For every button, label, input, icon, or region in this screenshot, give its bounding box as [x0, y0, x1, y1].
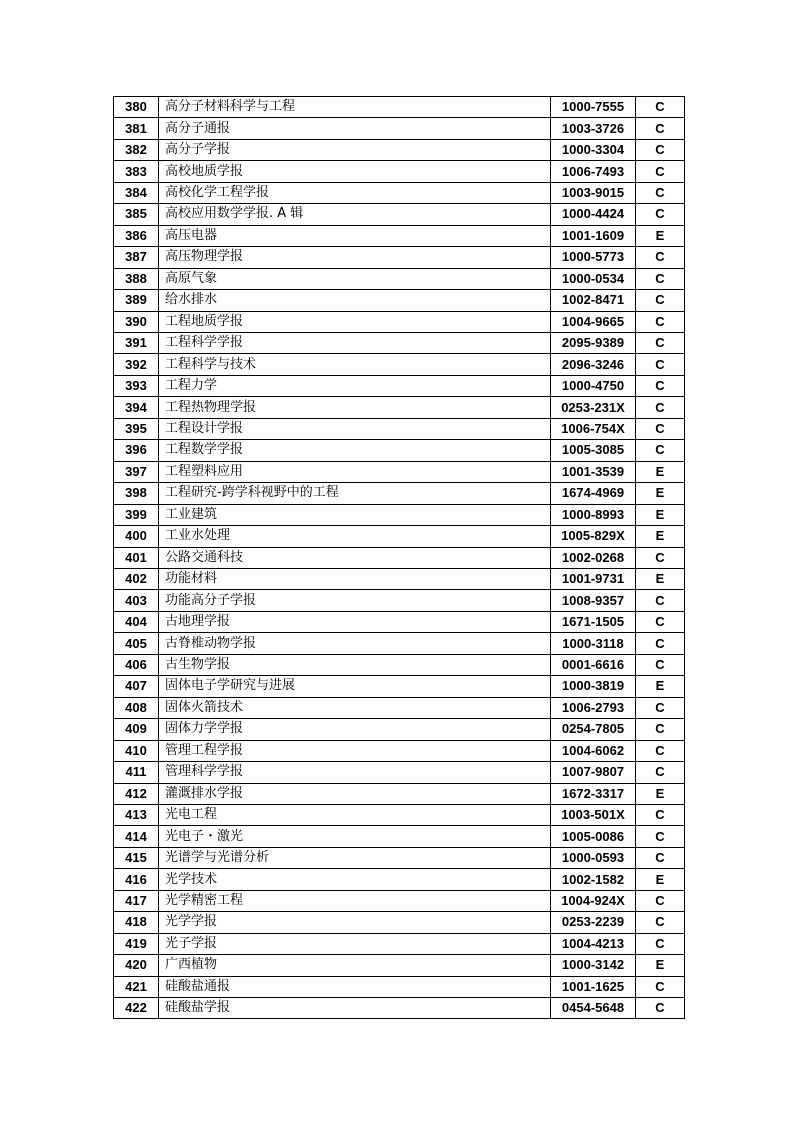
- journal-grade: E: [636, 504, 685, 525]
- journal-issn: 1671-1505: [551, 611, 636, 632]
- journal-grade: E: [636, 461, 685, 482]
- row-number: 383: [114, 161, 159, 182]
- journal-grade: E: [636, 869, 685, 890]
- row-number: 407: [114, 676, 159, 697]
- row-number: 398: [114, 483, 159, 504]
- row-number: 402: [114, 568, 159, 589]
- journal-name: 高分子通报: [159, 118, 551, 139]
- table-row: [114, 611, 685, 632]
- journal-name: 工业水处理: [159, 526, 551, 547]
- row-number: 412: [114, 783, 159, 804]
- journal-grade: E: [636, 526, 685, 547]
- journal-issn: 0454-5648: [551, 998, 636, 1019]
- journal-issn: 1003-9015: [551, 182, 636, 203]
- journal-name: 给水排水: [159, 290, 551, 311]
- row-number: 406: [114, 654, 159, 675]
- row-number: 382: [114, 139, 159, 160]
- journal-name: 固体力学学报: [159, 719, 551, 740]
- journal-grade: E: [636, 955, 685, 976]
- journal-issn: 1001-9731: [551, 568, 636, 589]
- journal-issn: 1000-0593: [551, 847, 636, 868]
- journal-name: 工程科学学报: [159, 332, 551, 353]
- journal-grade: C: [636, 611, 685, 632]
- row-number: 410: [114, 740, 159, 761]
- journal-name: 古生物学报: [159, 654, 551, 675]
- table-row: [114, 247, 685, 268]
- table-row: [114, 504, 685, 525]
- journal-name: 硅酸盐学报: [159, 998, 551, 1019]
- table-row: [114, 590, 685, 611]
- journal-grade: C: [636, 654, 685, 675]
- journal-grade: E: [636, 676, 685, 697]
- journal-grade: C: [636, 161, 685, 182]
- journal-grade: C: [636, 976, 685, 997]
- journal-grade: C: [636, 97, 685, 118]
- journal-grade: C: [636, 547, 685, 568]
- row-number: 414: [114, 826, 159, 847]
- journal-name: 功能高分子学报: [159, 590, 551, 611]
- journal-grade: C: [636, 804, 685, 825]
- table-row: [114, 826, 685, 847]
- journal-grade: C: [636, 762, 685, 783]
- journal-name: 管理工程学报: [159, 740, 551, 761]
- journal-grade: E: [636, 783, 685, 804]
- journal-issn: 1000-3118: [551, 633, 636, 654]
- journal-issn: 1006-2793: [551, 697, 636, 718]
- journal-grade: C: [636, 139, 685, 160]
- row-number: 400: [114, 526, 159, 547]
- journal-issn: 1674-4969: [551, 483, 636, 504]
- journal-issn: 1000-5773: [551, 247, 636, 268]
- journal-name: 高分子材料科学与工程: [159, 97, 551, 118]
- journal-grade: E: [636, 568, 685, 589]
- journal-grade: C: [636, 354, 685, 375]
- journal-name: 高校地质学报: [159, 161, 551, 182]
- row-number: 418: [114, 912, 159, 933]
- journal-name: 光电子・激光: [159, 826, 551, 847]
- journal-name: 高分子学报: [159, 139, 551, 160]
- table-row: [114, 440, 685, 461]
- table-row: [114, 354, 685, 375]
- journal-grade: C: [636, 332, 685, 353]
- row-number: 420: [114, 955, 159, 976]
- table-row: [114, 998, 685, 1019]
- row-number: 411: [114, 762, 159, 783]
- journal-issn: 1004-4213: [551, 933, 636, 954]
- table-row: [114, 633, 685, 654]
- row-number: 413: [114, 804, 159, 825]
- journal-grade: E: [636, 483, 685, 504]
- row-number: 416: [114, 869, 159, 890]
- journal-grade: C: [636, 590, 685, 611]
- journal-issn: 1005-829X: [551, 526, 636, 547]
- journal-issn: 1003-501X: [551, 804, 636, 825]
- row-number: 385: [114, 204, 159, 225]
- table-row: [114, 547, 685, 568]
- table-row: [114, 912, 685, 933]
- table-row: [114, 483, 685, 504]
- journal-issn: 1008-9357: [551, 590, 636, 611]
- table-row: [114, 955, 685, 976]
- journal-issn: 2095-9389: [551, 332, 636, 353]
- journal-issn: 1001-1625: [551, 976, 636, 997]
- row-number: 395: [114, 418, 159, 439]
- table-row: [114, 204, 685, 225]
- journal-issn: 1003-3726: [551, 118, 636, 139]
- journal-name: 固体火箭技术: [159, 697, 551, 718]
- journal-grade: E: [636, 225, 685, 246]
- journal-issn: 1000-4750: [551, 375, 636, 396]
- journal-grade: C: [636, 247, 685, 268]
- journal-name: 公路交通科技: [159, 547, 551, 568]
- journal-grade: C: [636, 311, 685, 332]
- journal-name: 工程设计学报: [159, 418, 551, 439]
- journal-grade: C: [636, 933, 685, 954]
- journal-name: 工程热物理学报: [159, 397, 551, 418]
- journal-name: 硅酸盐通报: [159, 976, 551, 997]
- table-row: [114, 847, 685, 868]
- row-number: 421: [114, 976, 159, 997]
- journal-name: 光学技术: [159, 869, 551, 890]
- table-row: [114, 332, 685, 353]
- journal-issn: 1001-3539: [551, 461, 636, 482]
- journal-grade: C: [636, 375, 685, 396]
- table-row: [114, 225, 685, 246]
- journal-issn: 1000-3142: [551, 955, 636, 976]
- journal-grade: C: [636, 290, 685, 311]
- table-row: [114, 783, 685, 804]
- table-row: [114, 375, 685, 396]
- journal-grade: C: [636, 998, 685, 1019]
- table-row: [114, 568, 685, 589]
- table-row: [114, 933, 685, 954]
- journal-issn: 1002-1582: [551, 869, 636, 890]
- table-row: [114, 268, 685, 289]
- row-number: 403: [114, 590, 159, 611]
- table-row: [114, 869, 685, 890]
- journal-name: 光学学报: [159, 912, 551, 933]
- journal-name: 工程塑料应用: [159, 461, 551, 482]
- journal-name: 工程数学学报: [159, 440, 551, 461]
- journal-name: 高压电器: [159, 225, 551, 246]
- journal-issn: 1005-3085: [551, 440, 636, 461]
- row-number: 405: [114, 633, 159, 654]
- row-number: 390: [114, 311, 159, 332]
- journal-issn: 1005-0086: [551, 826, 636, 847]
- journal-issn: 1000-3819: [551, 676, 636, 697]
- row-number: 401: [114, 547, 159, 568]
- table-row: [114, 676, 685, 697]
- table-row: [114, 526, 685, 547]
- journal-grade: C: [636, 440, 685, 461]
- journal-name: 固体电子学研究与进展: [159, 676, 551, 697]
- table-row: [114, 890, 685, 911]
- journal-grade: C: [636, 847, 685, 868]
- row-number: 391: [114, 332, 159, 353]
- row-number: 419: [114, 933, 159, 954]
- journal-grade: C: [636, 397, 685, 418]
- row-number: 380: [114, 97, 159, 118]
- row-number: 415: [114, 847, 159, 868]
- row-number: 388: [114, 268, 159, 289]
- journal-table-body: [114, 97, 685, 1019]
- row-number: 393: [114, 375, 159, 396]
- row-number: 384: [114, 182, 159, 203]
- journal-name: 光子学报: [159, 933, 551, 954]
- journal-issn: 1006-754X: [551, 418, 636, 439]
- table-row: [114, 976, 685, 997]
- journal-name: 光学精密工程: [159, 890, 551, 911]
- table-row: [114, 654, 685, 675]
- journal-issn: 1000-0534: [551, 268, 636, 289]
- journal-issn: 1004-924X: [551, 890, 636, 911]
- journal-issn: 1002-0268: [551, 547, 636, 568]
- journal-grade: C: [636, 633, 685, 654]
- row-number: 397: [114, 461, 159, 482]
- row-number: 422: [114, 998, 159, 1019]
- journal-name: 高校化学工程学报: [159, 182, 551, 203]
- journal-grade: C: [636, 912, 685, 933]
- journal-grade: C: [636, 890, 685, 911]
- journal-name: 高压物理学报: [159, 247, 551, 268]
- table-row: [114, 118, 685, 139]
- row-number: 404: [114, 611, 159, 632]
- table-row: [114, 697, 685, 718]
- journal-issn: 1000-8993: [551, 504, 636, 525]
- journal-name: 工程科学与技术: [159, 354, 551, 375]
- table-row: [114, 719, 685, 740]
- table-row: [114, 182, 685, 203]
- journal-name: 管理科学学报: [159, 762, 551, 783]
- table-row: [114, 311, 685, 332]
- journal-issn: 1001-1609: [551, 225, 636, 246]
- journal-issn: 0254-7805: [551, 719, 636, 740]
- journal-name: 古脊椎动物学报: [159, 633, 551, 654]
- table-row: [114, 139, 685, 160]
- journal-name: 高原气象: [159, 268, 551, 289]
- row-number: 396: [114, 440, 159, 461]
- table-row: [114, 397, 685, 418]
- row-number: 392: [114, 354, 159, 375]
- journal-name: 灌溉排水学报: [159, 783, 551, 804]
- row-number: 408: [114, 697, 159, 718]
- table-row: [114, 762, 685, 783]
- table-row: [114, 161, 685, 182]
- journal-grade: C: [636, 719, 685, 740]
- row-number: 417: [114, 890, 159, 911]
- journal-grade: C: [636, 182, 685, 203]
- journal-issn: 1000-3304: [551, 139, 636, 160]
- table-row: [114, 804, 685, 825]
- journal-issn: 1004-6062: [551, 740, 636, 761]
- journal-name: 工业建筑: [159, 504, 551, 525]
- journal-issn: 1000-4424: [551, 204, 636, 225]
- table-row: [114, 740, 685, 761]
- row-number: 386: [114, 225, 159, 246]
- journal-issn: 1000-7555: [551, 97, 636, 118]
- journal-issn: 1002-8471: [551, 290, 636, 311]
- row-number: 394: [114, 397, 159, 418]
- journal-name: 工程地质学报: [159, 311, 551, 332]
- journal-issn: 1006-7493: [551, 161, 636, 182]
- row-number: 381: [114, 118, 159, 139]
- journal-name: 光电工程: [159, 804, 551, 825]
- row-number: 399: [114, 504, 159, 525]
- journal-name: 古地理学报: [159, 611, 551, 632]
- journal-issn: 2096-3246: [551, 354, 636, 375]
- row-number: 409: [114, 719, 159, 740]
- journal-grade: C: [636, 418, 685, 439]
- journal-issn: 1007-9807: [551, 762, 636, 783]
- journal-grade: C: [636, 740, 685, 761]
- table-row: [114, 418, 685, 439]
- journal-grade: C: [636, 697, 685, 718]
- journal-name: 光谱学与光谱分析: [159, 847, 551, 868]
- table-row: [114, 461, 685, 482]
- journal-issn: 1004-9665: [551, 311, 636, 332]
- journal-grade: C: [636, 826, 685, 847]
- journal-issn: 0001-6616: [551, 654, 636, 675]
- journal-issn: 0253-2239: [551, 912, 636, 933]
- journal-name: 工程研究-跨学科视野中的工程: [159, 483, 551, 504]
- journal-issn: 0253-231X: [551, 397, 636, 418]
- table-row: [114, 97, 685, 118]
- journal-issn: 1672-3317: [551, 783, 636, 804]
- row-number: 389: [114, 290, 159, 311]
- journal-name: 功能材料: [159, 568, 551, 589]
- journal-name: 高校应用数学学报. A 辑: [159, 204, 551, 225]
- journal-name: 工程力学: [159, 375, 551, 396]
- table-row: [114, 290, 685, 311]
- journal-grade: C: [636, 204, 685, 225]
- journal-table: [113, 96, 685, 1019]
- journal-name: 广西植物: [159, 955, 551, 976]
- journal-grade: C: [636, 118, 685, 139]
- journal-grade: C: [636, 268, 685, 289]
- row-number: 387: [114, 247, 159, 268]
